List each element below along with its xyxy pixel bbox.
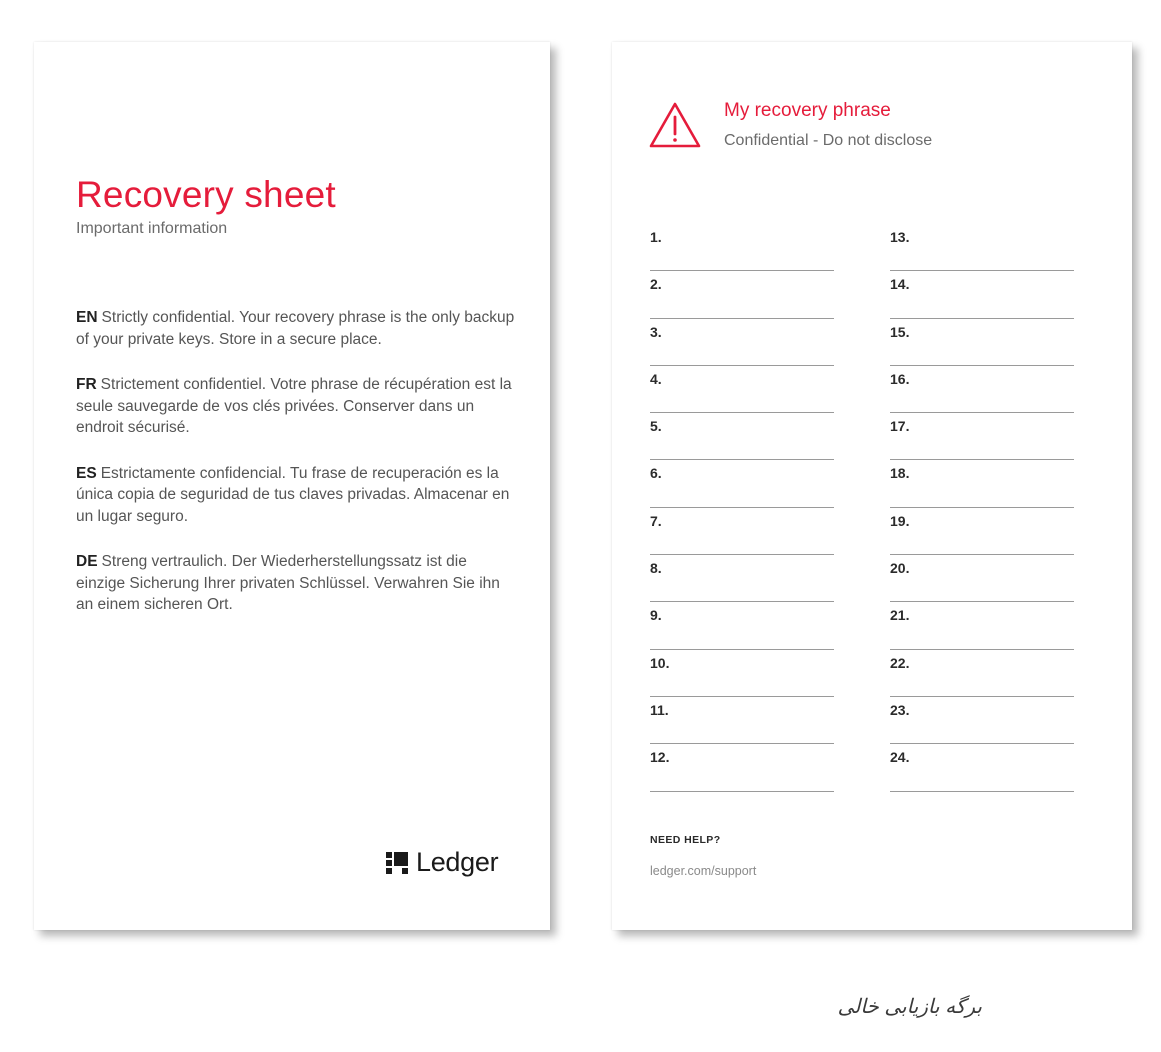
word-number: 6.: [650, 465, 662, 482]
word-number: 11.: [650, 701, 669, 718]
word-slot[interactable]: [890, 650, 1074, 697]
ledger-logo-text: Ledger: [416, 847, 499, 877]
word-slot[interactable]: [890, 271, 1074, 318]
notice-es: [76, 463, 516, 528]
word-number: 10.: [650, 654, 670, 671]
language-code: ES: [76, 464, 97, 482]
word-slot[interactable]: [650, 555, 834, 602]
help-label: NEED HELP?: [650, 834, 721, 846]
word-slot[interactable]: [890, 555, 1074, 602]
word-number: 23.: [890, 701, 910, 718]
phrase-subtitle: Confidential - Do not disclose: [724, 132, 933, 149]
word-number: 1.: [650, 229, 662, 245]
word-slot[interactable]: [650, 650, 834, 697]
word-slot[interactable]: [890, 413, 1074, 460]
sheet-subtitle: Important information: [76, 220, 228, 237]
word-number: 12.: [650, 749, 670, 766]
word-slot[interactable]: [890, 319, 1074, 366]
word-slot[interactable]: [890, 602, 1074, 649]
notice-en: [76, 307, 516, 350]
word-slot[interactable]: [650, 697, 834, 744]
notice-text: Streng vertraulich. Der Wiederherstellungssatz ist die einzige Sicherung Ihrer privaten Schlüssel. Verwahren Sie ihn an einem sicheren Ort.: [76, 553, 500, 613]
word-slot[interactable]: [650, 602, 834, 649]
word-slot[interactable]: [650, 744, 834, 791]
sheet-title: Recovery sheet: [76, 174, 336, 215]
language-code: EN: [76, 309, 98, 326]
word-slot[interactable]: [650, 508, 834, 555]
notice-text: Estrictamente confidencial. Tu frase de recuperación es la única copia de seguridad de tus claves privadas. Almacenar en un lugar seguro.: [76, 464, 510, 525]
word-number: 17.: [890, 418, 910, 435]
word-number: 22.: [890, 654, 910, 671]
word-number: 7.: [650, 512, 662, 529]
word-number: 8.: [650, 560, 662, 577]
warning-triangle-icon: [648, 100, 702, 150]
language-code: FR: [76, 376, 97, 393]
ledger-logo-icon: [386, 852, 408, 874]
image-caption: برگه بازیابی خالی: [837, 996, 982, 1018]
word-number: 3.: [650, 323, 662, 340]
ledger-logo: [386, 847, 498, 878]
notice-fr: [76, 374, 516, 439]
word-number: 20.: [890, 560, 910, 577]
notice-text: Strictement confidentiel. Votre phrase de récupération est la seule sauvegarde de vos clés privées. Conserver dans un endroit sécurisé.: [76, 376, 512, 436]
word-slot[interactable]: [890, 460, 1074, 507]
word-number: 21.: [890, 607, 910, 624]
word-number: 18.: [890, 465, 910, 482]
word-slot[interactable]: [650, 460, 834, 507]
notice-de: [76, 551, 516, 616]
recovery-sheet-front: [34, 42, 550, 930]
word-number: 13.: [890, 229, 910, 245]
word-slot[interactable]: [890, 508, 1074, 555]
word-number: 5.: [650, 418, 662, 435]
recovery-sheet-back: [612, 42, 1132, 930]
word-number: 9.: [650, 607, 662, 624]
word-slot[interactable]: [890, 366, 1074, 413]
word-number: 15.: [890, 323, 910, 340]
notice-text: Strictly confidential. Your recovery phrase is the only backup of your private keys. Store in a secure place.: [76, 309, 515, 348]
word-number: 24.: [890, 749, 910, 766]
word-number: 19.: [890, 512, 910, 529]
word-slot[interactable]: [650, 271, 834, 318]
word-slot[interactable]: [890, 697, 1074, 744]
word-slot[interactable]: [650, 319, 834, 366]
word-number: 16.: [890, 370, 910, 387]
word-slot[interactable]: [890, 224, 1074, 271]
recovery-word-grid: [650, 224, 1074, 792]
word-slot[interactable]: [650, 366, 834, 413]
word-number: 4.: [650, 370, 662, 387]
word-slot[interactable]: [650, 413, 834, 460]
support-link[interactable]: ledger.com/support: [650, 864, 757, 878]
language-code: DE: [76, 553, 98, 570]
phrase-title: My recovery phrase: [724, 100, 891, 121]
word-slot[interactable]: [890, 744, 1074, 791]
word-slot[interactable]: [650, 224, 834, 271]
word-number: 2.: [650, 276, 662, 293]
language-notices: [76, 307, 516, 640]
word-number: 14.: [890, 276, 910, 293]
